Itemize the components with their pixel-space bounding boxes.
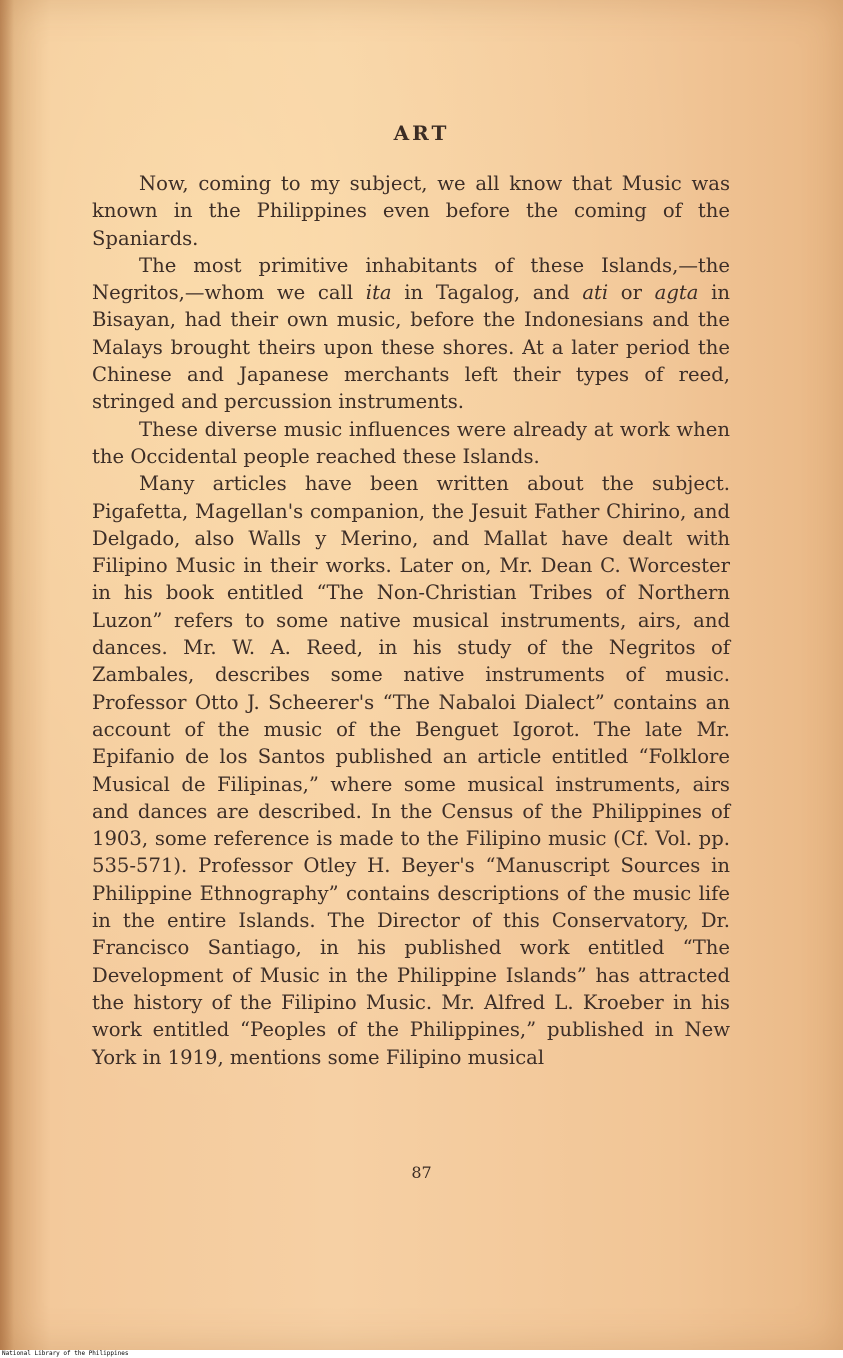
page-number: 87 — [411, 1163, 432, 1182]
paragraph: The most primitive inhabitants of these Islands,—the Negritos,—whom we call ita in Tagalog, and ati or agta in Bisayan, had their own music, before the Indonesians and the Malays brought theirs upon these shores. At a later period the Chinese and Japanese merchants left their types of reed, stringed and percussion instruments. — [92, 253, 730, 414]
paragraph: Now, coming to my subject, we all know that Music was known in the Philippines even before the coming of the Spaniards. — [92, 172, 730, 250]
library-footer: National Library of the Philippines — [2, 1350, 129, 1357]
body-text — [92, 170, 730, 1071]
paragraph: These diverse music influences were already at work when the Occidental people reached these Islands. — [92, 417, 730, 468]
paragraph: Many articles have been written about the subject. Pigafetta, Magellan's companion, the Jesuit Father Chirino, and Delgado, also Walls y Merino, and Mallat have dealt with Filipino Music in their works. Later on, Mr. Dean C. Worcester in his book entitled “The Non-Christian Tribes of Northern Luzon” refers to some native musical instruments, airs, and dances. Mr. W. A. Reed, in his study of the Negritos of Zambales, describes some native instruments of music. Professor Otto J. Scheerer's “The Nabaloi Dialect” contains an account of the music of the Benguet Igorot. The late Mr. Epifanio de los Santos published an article entitled “Folklore Musical de Filipinas,” where some musical instruments, airs and dances are described. In the Census of the Philippines of 1903, some reference is made to the Filipino music (Cf. Vol. pp. 535-571). Professor Otley H. Beyer's “Manuscript Sources in Philippine Ethnography” contains descriptions of the music life in the entire Islands. The Director of this Conservatory, Dr. Francisco Santiago, in his published work entitled “The Development of Music in the Philippine Islands” has attracted the history of the Filipino Music. Mr. Alfred L. Kroeber in his work entitled “Peoples of the Philippines,” published in New York in 1919, mentions some Filipino musical — [92, 472, 730, 1069]
page-heading: ART — [393, 121, 450, 145]
